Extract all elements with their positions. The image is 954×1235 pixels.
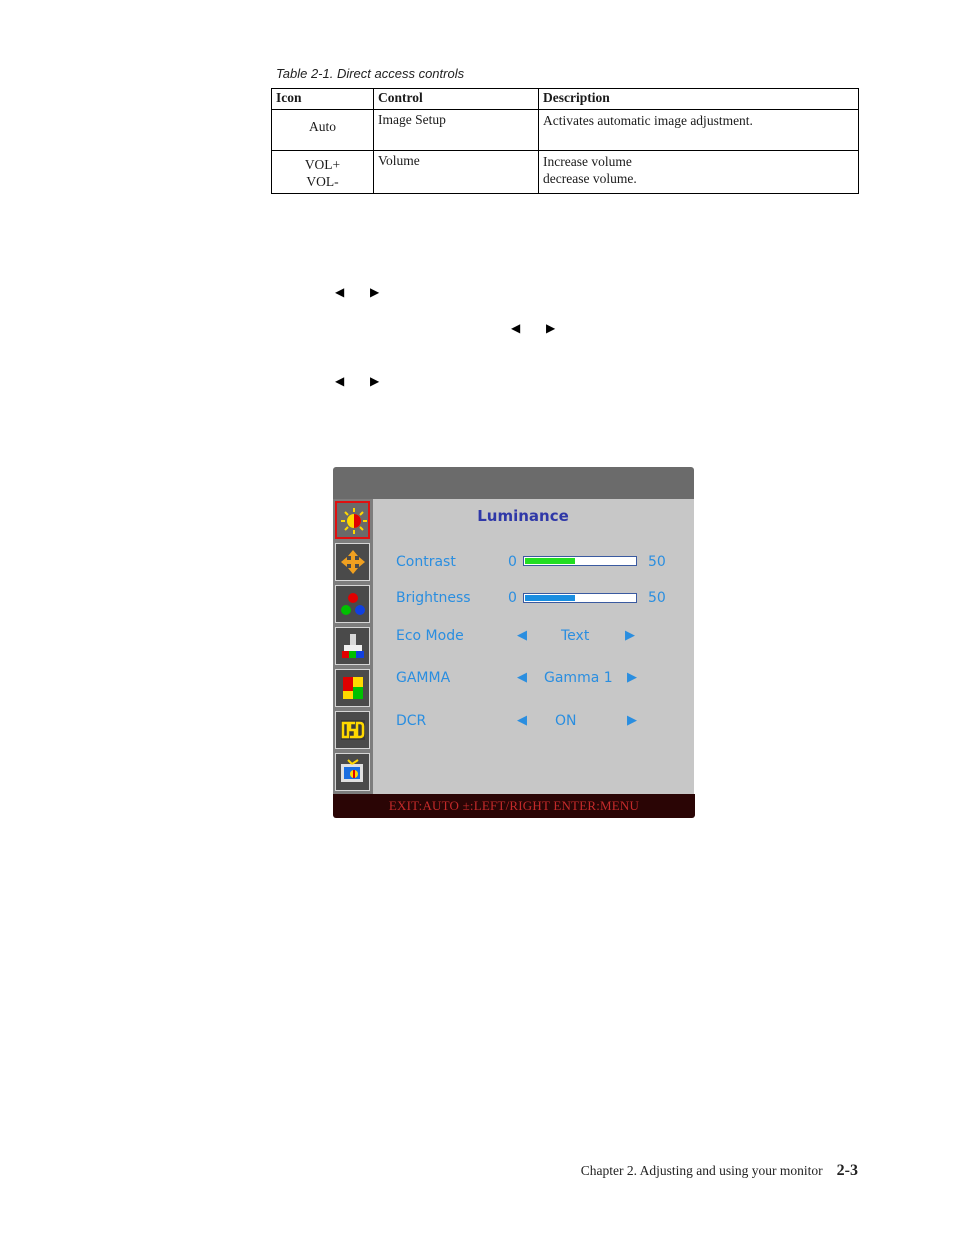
cell-icon <box>272 151 374 194</box>
gamma-label: GAMMA <box>396 670 451 686</box>
tab-osd[interactable] <box>335 711 370 749</box>
eco-mode-left-arrow-icon[interactable]: ◀ <box>517 628 527 643</box>
exit-icon <box>339 758 367 786</box>
tab-luminance[interactable] <box>335 501 370 539</box>
brightness-max: 50 <box>648 590 666 606</box>
cell-control: Image Setup <box>374 110 539 151</box>
tab-position[interactable] <box>335 543 370 581</box>
input-icon <box>339 632 367 660</box>
tab-input[interactable] <box>335 627 370 665</box>
header-description: Description <box>539 89 859 110</box>
description-line: decrease volume. <box>543 171 637 186</box>
description-line: Increase volume <box>543 154 632 169</box>
osd-icon <box>339 716 367 744</box>
cell-description <box>539 151 859 194</box>
contrast-label: Contrast <box>396 554 456 570</box>
cell-description <box>539 110 859 151</box>
chapter-title: Chapter 2. Adjusting and using your monitor <box>580 1163 823 1178</box>
luminance-icon <box>340 507 368 535</box>
contrast-slider[interactable] <box>523 556 637 566</box>
vol-plus-label: VOL+ <box>304 157 341 172</box>
table-row <box>272 110 859 151</box>
properties-icon <box>339 674 367 702</box>
dcr-right-arrow-icon[interactable]: ▶ <box>627 713 637 728</box>
contrast-max: 50 <box>648 554 666 570</box>
header-control: Control <box>374 89 539 110</box>
osd-title: Luminance <box>477 507 569 525</box>
osd-sidebar <box>333 499 373 794</box>
table-row <box>272 151 859 194</box>
eco-mode-right-arrow-icon[interactable]: ▶ <box>625 628 635 643</box>
contrast-min: 0 <box>508 554 517 570</box>
header-icon: Icon <box>272 89 374 110</box>
direct-access-controls-table <box>271 88 859 194</box>
page-number: 2-3 <box>836 1162 858 1179</box>
table-caption: Table 2-1. Direct access controls <box>276 66 465 81</box>
contrast-slider-fill <box>525 558 575 564</box>
osd-panel <box>333 499 694 794</box>
osd-header-bar <box>333 467 694 499</box>
cell-icon <box>272 110 374 151</box>
right-arrow-icon: ▶ <box>546 321 556 335</box>
brightness-slider[interactable] <box>523 593 637 603</box>
vol-minus-label: VOL- <box>306 174 339 189</box>
left-arrow-icon: ◀ <box>511 321 521 335</box>
table-header-row <box>272 89 859 110</box>
eco-mode-label: Eco Mode <box>396 628 464 644</box>
brightness-label: Brightness <box>396 590 471 606</box>
tab-color[interactable] <box>335 585 370 623</box>
tab-exit[interactable] <box>335 753 370 791</box>
description-line: Activates automatic image adjustment. <box>543 113 753 128</box>
dcr-label: DCR <box>396 713 427 729</box>
tab-properties[interactable] <box>335 669 370 707</box>
left-arrow-icon: ◀ <box>335 374 345 388</box>
dcr-value: ON <box>555 713 577 729</box>
left-arrow-icon: ◀ <box>335 285 345 299</box>
color-icon <box>339 590 367 618</box>
page-footer <box>581 1162 858 1180</box>
cell-control: Volume <box>374 151 539 194</box>
dcr-left-arrow-icon[interactable]: ◀ <box>517 713 527 728</box>
brightness-min: 0 <box>508 590 517 606</box>
right-arrow-icon: ▶ <box>370 374 380 388</box>
brightness-slider-fill <box>525 595 575 601</box>
right-arrow-icon: ▶ <box>370 285 380 299</box>
osd-menu <box>333 467 695 818</box>
osd-footer-hint: EXIT:AUTO ±:LEFT/RIGHT ENTER:MENU <box>333 794 695 818</box>
gamma-value: Gamma 1 <box>544 670 613 686</box>
position-icon <box>339 548 367 576</box>
eco-mode-value: Text <box>561 628 590 644</box>
auto-label: Auto <box>309 119 336 134</box>
gamma-right-arrow-icon[interactable]: ▶ <box>627 670 637 685</box>
gamma-left-arrow-icon[interactable]: ◀ <box>517 670 527 685</box>
